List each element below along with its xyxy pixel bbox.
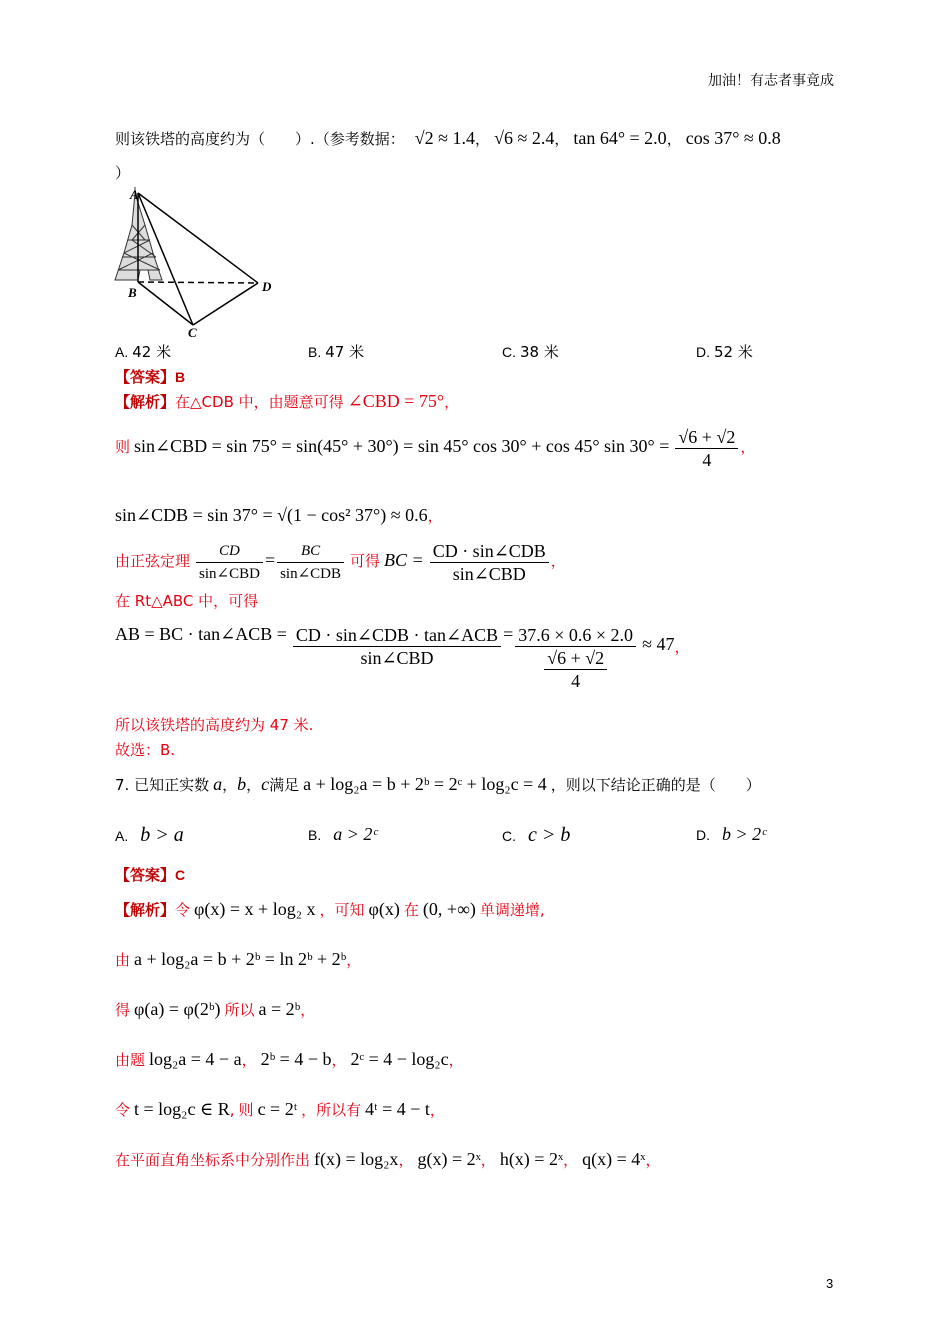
- fraction-denominator: sin∠CBD: [360, 648, 434, 668]
- s2-math: a + log₂a = b + 2ᵇ = ln 2ᵇ + 2ᵇ: [134, 949, 347, 969]
- answer-label: 【答案】: [115, 866, 176, 884]
- s6-pre: 在平面直角坐标系中分别作出: [115, 1151, 311, 1169]
- step6-fraction2: [515, 624, 636, 692]
- q6-option-b[interactable]: [308, 341, 364, 362]
- s5-mid1: 则: [238, 1101, 254, 1119]
- s6-f: f(x) = log₂x: [314, 1149, 399, 1169]
- q7-analysis-step6: 在平面直角坐标系中分别作出 f(x) = log₂x， g(x) = 2ˣ， h(x) = 2ˣ， q(x) = 4ˣ，: [115, 1149, 661, 1169]
- vertex-b-label: B: [128, 285, 137, 300]
- step4-fraction3: [430, 540, 549, 585]
- fraction-numerator: BC: [277, 540, 344, 563]
- s5-mid2: ，所以有: [301, 1101, 362, 1119]
- option-text: b > a: [140, 824, 184, 846]
- q7-stem: 7. 已知正实数 a，b，c满足 a + log₂a = b + 2ᵇ = 2ᶜ + log₂c = 4 ，则以下结论正确的是（ ）: [115, 774, 761, 794]
- fraction-denominator-group: [515, 647, 636, 692]
- q7-option-a[interactable]: [115, 824, 184, 847]
- option-key: C.: [502, 828, 516, 844]
- s1-phi: φ(x): [368, 899, 400, 919]
- s5-math3: 4ᵗ = 4 − t: [365, 1099, 430, 1119]
- q7-stem-suffix: ，则以下结论正确的是（ ）: [550, 776, 761, 794]
- fraction-denominator: sin∠CBD: [199, 566, 260, 582]
- option-key: A.: [115, 828, 129, 844]
- q7-analysis-step2: 由 a + log₂a = b + 2ᵇ = ln 2ᵇ + 2ᵇ，: [115, 949, 362, 969]
- q6-analysis-step4: 由正弦定理 $\frac{CD}{\text{sin∠CBD}}$ = $\frac{BC}{\text{sin∠CDB}}$ 可得 BC = $\frac{\text{CD · sin∠CDB}}{\text{sin∠CBD}}$ ，: [115, 541, 566, 584]
- s5-math1: t = log₂c ∈ R: [134, 1099, 230, 1119]
- step1-math: ∠CBD = 75°: [347, 391, 445, 411]
- eiffel-tower-figure: [110, 185, 280, 340]
- q6-analysis-step3: sin∠CDB = sin 37° = √(1 − cos² 37°) ≈ 0.6，: [115, 505, 443, 525]
- nested-denominator: 4: [571, 671, 581, 691]
- option-text: 52 米: [714, 343, 753, 361]
- s1-in: 在: [403, 901, 419, 919]
- q6-conclusion: 所以该铁塔的高度约为 47 米.: [115, 716, 314, 734]
- q6-analysis-step6: AB = BC · tan∠ACB = $\frac{\text{CD · sin∠CDB · tan∠ACB}}{\text{sin∠CBD}}$ = $\frac{37.6 \times 0.6 \times 2.0}{\frac{√6 + √2}{4}}$ ≈ 47，: [115, 624, 690, 691]
- q6-analysis-step2: 则 sin∠CBD = sin 75° = sin(45° + 30°) = sin 45° cos 30° + cos 45° sin 30° = $\frac{√6 + √2}{4}$ ，: [115, 427, 756, 470]
- answer-value: B: [175, 369, 186, 385]
- ref-data-sqrt2: √2 ≈ 1.4: [414, 128, 476, 148]
- q6-answer: [115, 366, 185, 387]
- vertex-a-label: A: [130, 187, 139, 202]
- s6-q: q(x) = 4ˣ: [582, 1149, 646, 1169]
- option-text: 42 米: [132, 343, 172, 361]
- s1-interval: (0, +∞): [422, 899, 476, 919]
- s4-math3: 2ᶜ = 4 − log₂c: [350, 1049, 449, 1069]
- fraction-denominator: sin∠CDB: [280, 566, 342, 582]
- option-text: c > b: [528, 824, 571, 846]
- step6-lhs: AB = BC · tan∠ACB =: [115, 624, 287, 644]
- q6-option-a[interactable]: [115, 341, 171, 362]
- step3-math: sin∠CDB = sin 37° = √(1 − cos² 37°) ≈ 0.6: [115, 505, 428, 525]
- q7-answer: [115, 864, 185, 885]
- option-text: a > 2ᶜ: [333, 824, 378, 844]
- option-key: A.: [115, 344, 129, 360]
- step4-text1: 由正弦定理: [115, 552, 191, 571]
- q7-option-c[interactable]: [502, 824, 570, 847]
- q7-analysis-step5: 令 t = log₂c ∈ R, 则 c = 2ᵗ ，所以有 4ᵗ = 4 − t，: [115, 1099, 445, 1119]
- fraction-numerator: 37.6 × 0.6 × 2.0: [515, 624, 636, 647]
- header-slogan: 加油！有志者事竟成: [708, 73, 834, 89]
- s2-pre: 由: [115, 951, 131, 969]
- step4-fraction2: [277, 540, 344, 585]
- q7-analysis-step1: [115, 899, 545, 920]
- step4-bc: BC =: [384, 550, 424, 571]
- step2-math: sin∠CBD = sin 75° = sin(45° + 30°) = sin 45° cos 30° + cos 45° sin 30° =: [134, 436, 670, 457]
- s3-math: φ(a) = φ(2ᵇ): [134, 999, 221, 1019]
- option-key: B.: [308, 827, 322, 843]
- step6-result: ≈ 47: [642, 634, 675, 654]
- option-text: 47 米: [325, 343, 365, 361]
- q7-analysis-step4: 由题 log₂a = 4 − a， 2ᵇ = 4 − b， 2ᶜ = 4 − log₂c，: [115, 1049, 464, 1069]
- q7-stem-prefix: 7. 已知正实数: [115, 776, 210, 794]
- q7-option-d[interactable]: [696, 824, 766, 845]
- step1-text: 在△CDB 中，由题意可得: [175, 393, 344, 411]
- s1-end: 单调递增,: [479, 901, 545, 919]
- s1-mid: ，可知: [319, 901, 365, 919]
- q6-choose: 故选：B.: [115, 741, 176, 759]
- s4-math1: log₂a = 4 − a: [149, 1049, 242, 1069]
- q6-option-d[interactable]: [696, 341, 753, 362]
- step2-fraction: [675, 426, 738, 471]
- s3-math2: a = 2ᵇ: [258, 999, 301, 1019]
- analysis-label: 【解析】: [115, 901, 176, 919]
- option-key: D.: [696, 344, 710, 360]
- s5-pre: 令: [115, 1101, 131, 1119]
- vertex-d-label: D: [262, 279, 272, 294]
- option-text: b > 2ᶜ: [722, 824, 766, 844]
- answer-value: C: [175, 867, 186, 883]
- q6-stem-text: 则该铁塔的高度约为（ ）.（参考数据：: [115, 130, 405, 148]
- s1-func: φ(x) = x + log₂ x: [194, 899, 316, 919]
- step4-fraction1: [196, 540, 263, 585]
- fraction-numerator: CD · sin∠CDB: [430, 540, 549, 563]
- option-text: 38 米: [520, 343, 559, 361]
- s4-math2: 2ᵇ = 4 − b: [260, 1049, 332, 1069]
- q6-stem: 则该铁塔的高度约为（ ）.（参考数据： √2 ≈ 1.4， √6 ≈ 2.4， tan 64° = 2.0， cos 37° ≈ 0.8: [115, 128, 781, 148]
- step6-fraction1: [293, 624, 501, 669]
- fraction-numerator: CD: [196, 540, 263, 563]
- page-number: 3: [826, 1276, 834, 1291]
- q7-condition: a + log₂a = b + 2ᵇ = 2ᶜ + log₂c = 4: [303, 774, 547, 794]
- ref-data-tan64: tan 64° = 2.0: [573, 128, 667, 148]
- q6-option-c[interactable]: [502, 341, 559, 362]
- fraction-numerator: CD · sin∠CDB · tan∠ACB: [293, 624, 501, 647]
- s3-mid: 所以: [224, 1001, 255, 1019]
- s5-math2: c = 2ᵗ: [257, 1099, 298, 1119]
- s6-h: h(x) = 2ˣ: [499, 1149, 564, 1169]
- q7-option-b[interactable]: [308, 824, 377, 845]
- q6-analysis-step1: 【解析】在△CDB 中，由题意可得 ∠CBD = 75°，: [115, 391, 460, 411]
- ref-data-sqrt6: √6 ≈ 2.4: [494, 128, 555, 148]
- s4-pre: 由题: [115, 1051, 146, 1069]
- q6-close-paren: ）: [115, 164, 131, 182]
- s1-pre: 令: [175, 901, 191, 919]
- answer-label: 【答案】: [115, 368, 176, 386]
- option-key: C.: [502, 344, 516, 360]
- option-key: B.: [308, 344, 322, 360]
- fraction-denominator: 4: [702, 450, 712, 470]
- s3-pre: 得: [115, 1001, 131, 1019]
- q7-analysis-step3: 得 φ(a) = φ(2ᵇ) 所以 a = 2ᵇ，: [115, 999, 316, 1019]
- option-key: D.: [696, 827, 710, 843]
- q6-analysis-step5: 在 Rt△ABC 中，可得: [115, 592, 259, 610]
- nested-numerator: √6 + √2: [544, 647, 607, 670]
- fraction-denominator: sin∠CBD: [452, 564, 526, 584]
- fraction-numerator: √6 + √2: [675, 426, 738, 449]
- analysis-label: 【解析】: [115, 393, 176, 411]
- s6-g: g(x) = 2ˣ: [417, 1149, 481, 1169]
- step2-prefix: 则: [115, 438, 131, 457]
- step4-text2: 可得: [350, 552, 381, 571]
- vertex-c-label: C: [188, 325, 197, 340]
- ref-data-cos37: cos 37° ≈ 0.8: [685, 128, 781, 148]
